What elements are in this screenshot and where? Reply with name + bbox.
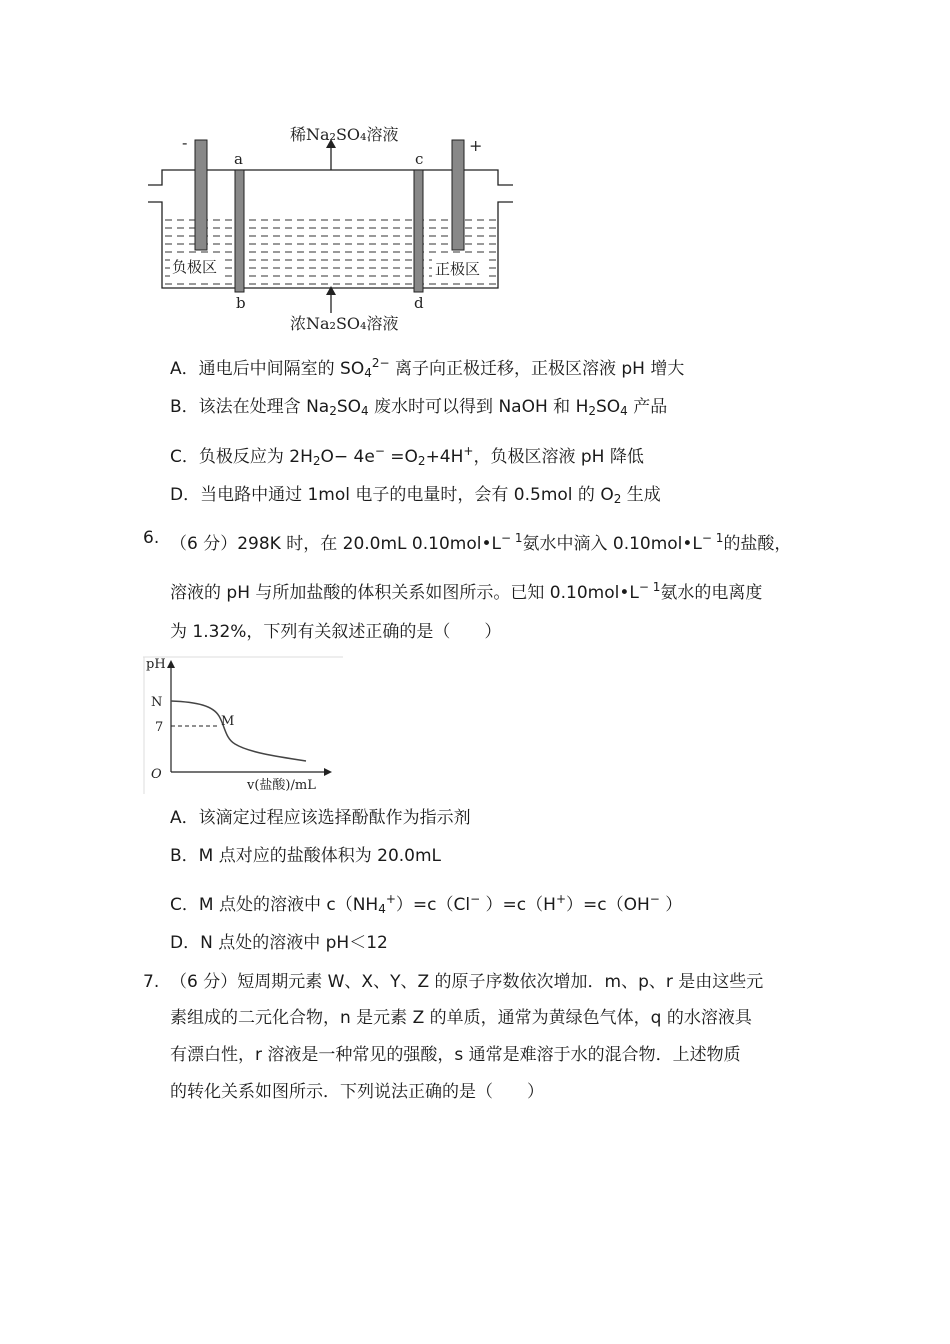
letter-a: a [234,150,243,168]
q7-stem-line1: （6 分）短周期元素 W、X、Y、Z 的原子序数依次增加．m、p、r 是由这些元 [170,972,764,992]
q6-stem-line2: 溶液的 pH 与所加盐酸的体积关系如图所示。已知 $0.10mol•L^{- 1}$氨水的电离度 [170,580,763,603]
q7-stem-line4: 的转化关系如图所示．下列说法正确的是（ ） [170,1082,544,1102]
q6-number: 6. [143,528,160,548]
y-axis-label: pH [146,657,166,672]
negative-zone-label: 负极区 [172,258,218,276]
q5-option-b: B．该法在处理含 $Na_2SO_4$ 废水时可以得到 NaOH 和 $H_2SO_4$ 产品 [170,397,668,418]
negative-electrode [195,140,207,250]
minus-sign: - [182,133,188,152]
q6-stem-line1: （6 分）298K 时，在 20.0mL $0.10mol•L^{- 1}$氨水中滴入 $0.10mol•L^{- 1}$的盐酸， [170,531,792,554]
letter-d: d [414,294,424,312]
q6-stem-line3: 为 1.32%，下列有关叙述正确的是（ ） [170,622,502,642]
q5-option-d: D．当电路中通过 1mol 电子的电量时，会有 0.5mol 的 $O_2$ 生成 [170,485,661,506]
letter-b: b [236,294,246,312]
m-label: M [221,714,235,729]
ph-titration-graph [143,656,348,796]
q5-option-a: A．通电后中间隔室的 $SO_4^{2-}$ 离子向正极迁移，正极区溶液 pH 增大 [170,356,685,380]
positive-electrode [452,140,464,250]
letter-c: c [415,150,424,168]
positive-zone-label: 正极区 [435,260,481,278]
q5-option-c: C．负极反应为 $2H_2O- 4e^- =O_2+4H^+$，负极区溶液 pH 降低 [170,444,644,468]
plus-sign: + [469,136,483,155]
seven-label: 7 [155,720,164,735]
membrane-cd [414,170,423,292]
q7-number: 7. [143,972,160,992]
top-solution-label: 稀Na₂SO₄溶液 [290,125,399,144]
q7-stem-line3: 有漂白性，r 溶液是一种常见的强酸，s 通常是难溶于水的混合物．上述物质 [170,1045,741,1065]
membrane-ab [235,170,244,292]
q6-option-c: C．M 点处的溶液中 $c(NH_4^+)=c(Cl^-$ ）=c（H+）=c（OH− ） [170,892,683,916]
bottom-solution-label: 浓Na₂SO₄溶液 [290,314,399,333]
origin-label: O [151,767,162,782]
n-label: N [151,695,163,710]
q7-stem-line2: 素组成的二元化合物，n 是元素 Z 的单质，通常为黄绿色气体，q 的水溶液具 [170,1008,752,1028]
q6-option-b: B．M 点对应的盐酸体积为 20.0mL [170,846,442,866]
q6-option-a: A．该滴定过程应该选择酚酞作为指示剂 [170,808,471,828]
x-axis-label: v(盐酸)/mL [247,778,316,793]
electrolysis-cell-diagram [140,120,560,335]
q6-option-d: D．N 点处的溶液中 pH＜12 [170,933,388,953]
